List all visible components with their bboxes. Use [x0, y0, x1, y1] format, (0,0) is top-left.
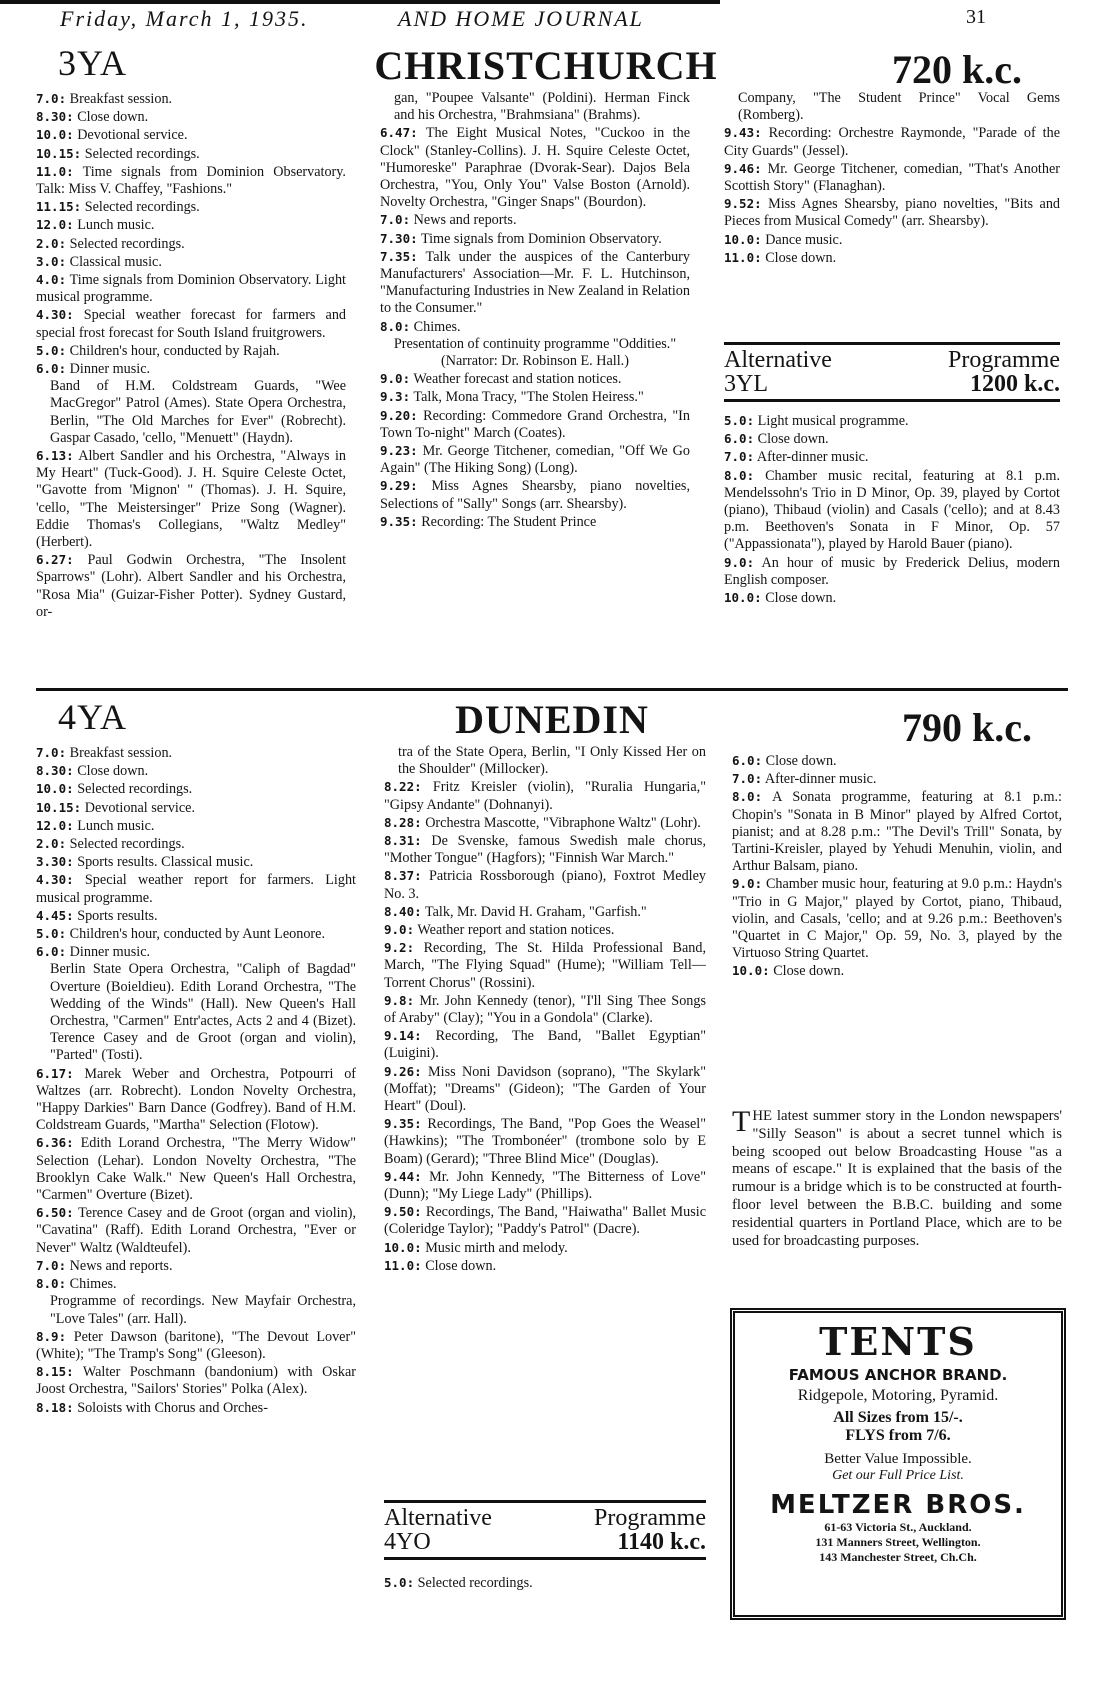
programme-time: 6.27: [36, 552, 74, 568]
story-text: HE latest summer story in the London newspapers' "Silly Season" is about a secret tunnel which is being scooped out below Broadcasting House "as a means of escape." It is explained that the basis of the rumour is a bridge which is to be constructed at fourth-floor level between the B.B.C. building and some residential quarters in Portland Place, which are to be used for broadcasting purposes. [732, 1108, 1062, 1249]
programme-item [36, 551, 346, 621]
programme-item [36, 744, 356, 762]
programme-item [384, 921, 706, 939]
programme-time: 2.0: [36, 836, 67, 852]
programme-item [380, 513, 690, 531]
programme-description: Presentation of continuity programme "Oddities." [393, 335, 677, 352]
programme-description: Time signals from Dominion Observatory. [420, 230, 662, 247]
alt-callsign: 4YO [384, 1529, 431, 1555]
programme-item [380, 211, 690, 229]
ad-line: Better Value Impossible. [824, 1451, 972, 1467]
programme-time: 6.36: [36, 1135, 74, 1151]
programme-description: Miss Agnes Shearsby, piano novelties, "Bits and Pieces from Musical Comedy" (arr. Shearsby). [724, 196, 1061, 230]
programme-item [36, 198, 346, 216]
programme-item [732, 875, 1062, 962]
programme-description: Close down. [77, 109, 149, 126]
programme-description: Soloists with Chorus and Orches- [77, 1399, 268, 1416]
programme-description: Patricia Rossborough (piano), Foxtrot Medley No. 3. [384, 868, 707, 902]
programme-description: Berlin State Opera Orchestra, "Caliph of Bagdad" Overture (Boieldieu). Edith Lorand Orchestra, "The Wedding of the Winds" (Hall). New Queen's Hall Orchestra, "Carmen" Entr'actes, Acts 2 and 4 (Bizet). Terence Casey and de Groot (organ and violin), "Parted" (Tosti). [50, 961, 356, 1064]
programme-description: Lunch music. [77, 217, 155, 234]
programme-item [380, 318, 690, 336]
programme-item [36, 1293, 356, 1327]
programme-time: 8.40: [384, 903, 422, 919]
programme-item [732, 962, 1062, 980]
programme-time: 5.0: [36, 926, 67, 942]
programme-description: Selected recordings. [77, 781, 193, 798]
programme-description: Miss Noni Davidson (soprano), "The Skylark" (Moffat); "Dreams" (Gideon); "The Garden of Your Heart" (Doul). [384, 1063, 707, 1115]
programme-item [384, 814, 706, 832]
programme-item [384, 992, 706, 1027]
programme-time: 8.30: [36, 109, 74, 125]
programme-description: Chimes. [69, 1276, 117, 1293]
programme-description: Band of H.M. Coldstream Guards, "Wee MacGregor" Patrol (Ames). State Opera Orchestra, Berlin, "The Old Marches for Ever" (Robrecht). Gaspar Casado, 'cello, "Menuett" (Haydn). [50, 378, 346, 446]
programme-time: 9.3: [380, 389, 411, 405]
programme-description: Time signals from Dominion Observatory. Light musical programme. [36, 272, 346, 306]
programme-item [36, 306, 346, 341]
programme-description: Lunch music. [77, 817, 155, 834]
programme-description: (Narrator: Dr. Robinson E. Hall.) [441, 353, 629, 370]
programme-description: Recording: Commedore Grand Orchestra, "In Town To-night" March (Coates). [380, 407, 690, 441]
programme-description: The Eight Musical Notes, "Cuckoo in the Clock" (Stanley-Collins). J. H. Squire Celeste Octet, "Humoreske" Paraphrae (Dvorak-Sear). Dajos Bela Orchestra, "You, Only You" Valse Boston (Arnold). Novelty Orchestra, "Ginger Snaps" (Bourdon). [380, 125, 690, 211]
programme-item [36, 90, 346, 108]
programme-description: After-dinner music. [756, 449, 869, 466]
programme-time: 10.0: [36, 127, 74, 143]
city-christchurch: CHRISTCHURCH [374, 43, 718, 88]
programme-item [384, 1574, 706, 1592]
programme-description: Dinner music. [69, 944, 151, 961]
programme-time: 4.45: [36, 907, 74, 923]
programme-description: Talk, Mona Tracy, "The Stolen Heiress." [413, 389, 644, 406]
programme-time: 7.0: [36, 1257, 67, 1273]
programme-description: Fritz Kreisler (violin), "Ruralia Hungaria," "Gipsy Andante" (Dohnanyi). [384, 779, 706, 813]
programme-item [724, 195, 1060, 230]
programme-description: Chamber music hour, featuring at 9.0 p.m.: Haydn's "Trio in G Major," played by Cortot, piano, Thibaud, violin, and Casals, 'cello; and at 9.26 p.m.: Beethoven's "Quartet in C Major," Op. 59, No. 3, played by the Virtuoso String Quartet. [732, 876, 1062, 962]
alt-programme-4yo-heading [384, 1500, 706, 1560]
programme-time: 9.26: [384, 1063, 422, 1079]
programme-time: 8.30: [36, 763, 74, 779]
programme-item [380, 353, 690, 370]
programme-time: 9.8: [384, 992, 415, 1008]
journal-title: AND HOME JOURNAL [398, 6, 644, 31]
programme-time: 3.30: [36, 854, 74, 870]
programme-item [384, 832, 706, 867]
programme-time: 11.15: [36, 199, 82, 215]
programme-column-4ya-1 [36, 744, 356, 1417]
freq-3ya: 720 k.c. [892, 47, 1022, 92]
programme-time: 6.17: [36, 1065, 74, 1081]
programme-column-4yo [384, 1574, 706, 1592]
programme-time: 7.30: [380, 230, 418, 246]
ad-line: Get our Full Price List. [832, 1468, 964, 1483]
programme-description: Classical music. [69, 253, 162, 270]
programme-description: Marek Weber and Orchestra, Potpourri of Waltzes (arr. Robrecht). London Novelty Orchestra, "Happy Darkies" Barn Dance (Godfrey). Band of H.M. Coldstream Guards, "Martha" Selection (Flotow). [36, 1065, 357, 1134]
section-divider [36, 688, 1068, 691]
programme-item [380, 336, 690, 353]
programme-description: Sports results. Classical music. [77, 854, 254, 871]
programme-description: Close down. [765, 249, 837, 266]
programme-description: A Sonata programme, featuring at 8.1 p.m.: Chopin's "Sonata in B Minor" played by Alfred Cortot, pianist; and at 8.28 p.m.: "The Devil's Trill" Sonata, by Tartini-Kreisler, played by Yehudi Menuhin, violin, and Arthur Balsam, piano. [732, 789, 1062, 875]
programme-description: Dinner music. [69, 361, 151, 378]
programme-item [384, 1168, 706, 1203]
programme-item [380, 442, 690, 477]
programme-item [36, 1204, 356, 1257]
programme-time: 7.0: [732, 771, 763, 787]
programme-item [380, 248, 690, 318]
issue-date: Friday, March 1, 1935. [60, 6, 309, 31]
programme-item [36, 799, 356, 817]
programme-item [36, 1257, 356, 1275]
programme-description: Close down. [773, 963, 845, 980]
programme-item [380, 230, 690, 248]
programme-description: News and reports. [413, 212, 517, 229]
programme-description: Time signals from Dominion Observatory. Talk: Miss V. Chaffey, "Fashions." [36, 163, 346, 198]
programme-time: 6.0: [36, 944, 67, 960]
programme-item [36, 163, 346, 198]
programme-description: Edith Lorand Orchestra, "The Merry Widow" Selection (Lehar). London Novelty Orchestra, "The Brooklyn Cake Walk." New Queen's Hall Orchestra, "Carmen" Overture (Bizet). [36, 1135, 357, 1204]
programme-description: After-dinner music. [764, 771, 877, 788]
programme-time: 9.2: [384, 940, 415, 956]
programme-time: 11.0: [384, 1257, 422, 1273]
programme-description: gan, "Poupee Valsante" (Poldini). Herman Finck and his Orchestra, "Brahmsiana" (Brahms). [394, 90, 690, 124]
programme-item [36, 378, 346, 447]
programme-description: Selected recordings. [84, 145, 200, 162]
programme-time: 6.0: [724, 431, 755, 447]
programme-description: Recording: The Student Prince [421, 513, 597, 530]
programme-item [36, 235, 346, 253]
programme-column-3ya-2 [380, 90, 690, 531]
programme-description: Albert Sandler and his Orchestra, "Always in My Heart" (Tuck-Good). J. H. Squire Celeste Octet, "Gavotte from 'Mignon' " (Thomas). J. H. Squire, 'cello, "The Meistersinger" Prize Song (Wagner). Eddie Thomas's Collegians, "Waltz Medley" (Herbert). [36, 448, 346, 551]
programme-time: 8.0: [380, 318, 411, 334]
programme-description: Walter Poschmann (bandonium) with Oskar Joost Orchestra, "Sailors' Stories" Polka (Alex). [36, 1364, 356, 1398]
programme-description: Devotional service. [77, 127, 188, 144]
programme-description: Close down. [757, 431, 829, 448]
programme-item [384, 1027, 706, 1062]
programme-time: 9.29: [380, 478, 418, 494]
programme-item [36, 943, 356, 961]
ad-address: 61-63 Victoria St., Auckland. [824, 1520, 972, 1534]
programme-item [384, 1115, 706, 1168]
programme-time: 10.0: [732, 963, 770, 979]
ad-firm: MELTZER BROS. [770, 1490, 1026, 1520]
alt-freq: 1140 k.c. [617, 1529, 706, 1555]
programme-item [36, 1363, 356, 1398]
programme-item [732, 788, 1062, 875]
alt-freq: 1200 k.c. [970, 371, 1060, 397]
programme-time: 5.0: [724, 413, 755, 428]
programme-description: Close down. [77, 763, 149, 780]
programme-description: Recording, The Band, "Ballet Egyptian" (Luigini). [384, 1028, 706, 1062]
programme-description: Recording: Orchestre Raymonde, "Parade of the City Guards" (Jessel). [724, 125, 1060, 159]
programme-time: 8.37: [384, 868, 422, 884]
programme-time: 8.0: [724, 467, 755, 483]
programme-time: 10.0: [724, 590, 762, 606]
programme-description: Mr. John Kennedy, "The Bitterness of Love" (Dunn); "My Liege Lady" (Phillips). [384, 1168, 706, 1203]
alt-label-programme: Programme [948, 347, 1060, 373]
programme-description: Selected recordings. [417, 1575, 533, 1591]
programme-description: Children's hour, conducted by Rajah. [69, 342, 280, 359]
programme-description: An hour of music by Frederick Delius, modern English composer. [724, 554, 1060, 588]
programme-item [380, 388, 690, 406]
ad-line: All Sizes from 15/-. [833, 1409, 963, 1426]
programme-item [724, 448, 1060, 466]
programme-time: 11.0: [36, 163, 74, 179]
programme-item [36, 1065, 356, 1135]
programme-time: 4.30: [36, 872, 74, 888]
programme-time: 7.0: [36, 91, 67, 106]
programme-description: Recordings, The Band, "Haiwatha" Ballet Music (Coleridge Taylor); "Paddy's Patrol" (Dacre). [384, 1204, 706, 1238]
programme-item [36, 835, 356, 853]
programme-time: 12.0: [36, 217, 74, 233]
programme-time: 10.0: [384, 1239, 422, 1255]
programme-description: Mr. George Titchener, comedian, "That's Another Scottish Story" (Flanaghan). [724, 160, 1060, 195]
ad-line: FLYS from 7/6. [845, 1427, 951, 1444]
alt-label: Alternative [724, 347, 832, 373]
programme-item [36, 1134, 356, 1204]
programme-time: 10.15: [36, 799, 82, 815]
alt-label: Alternative [384, 1505, 492, 1531]
programme-time: 9.20: [380, 407, 418, 423]
programme-time: 9.14: [384, 1028, 422, 1044]
alt-label-programme: Programme [594, 1505, 706, 1531]
programme-description: Close down. [765, 753, 837, 769]
programme-item [36, 1328, 356, 1363]
programme-time: 6.0: [732, 753, 763, 768]
station-4ya: 4YA [58, 697, 128, 737]
programme-description: Talk under the auspices of the Canterbury Manufacturers' Association—Mr. F. L. Hutchinson, "Manufacturing Industries in New Zealand in Relation to the Consumer." [380, 248, 691, 317]
programme-description: Selected recordings. [69, 836, 185, 853]
programme-item [724, 589, 1060, 607]
programme-item [724, 90, 1060, 124]
programme-item [384, 1257, 706, 1275]
programme-description: Selected recordings. [84, 199, 200, 216]
programme-item [380, 124, 690, 211]
programme-time: 8.9: [36, 1328, 67, 1344]
programme-time: 9.50: [384, 1204, 422, 1220]
programme-column-4ya-3 [732, 752, 1062, 981]
programme-time: 11.0: [724, 249, 762, 265]
programme-description: Dance music. [765, 231, 843, 248]
programme-item [724, 231, 1060, 249]
programme-time: 9.35: [380, 513, 418, 529]
programme-time: 9.0: [380, 371, 411, 387]
programme-description: Talk, Mr. David H. Graham, "Garfish." [424, 903, 647, 920]
programme-time: 8.15: [36, 1364, 74, 1380]
programme-description: News and reports. [69, 1257, 173, 1274]
programme-time: 10.0: [36, 781, 74, 797]
programme-item [724, 249, 1060, 267]
programme-item [724, 412, 1060, 430]
programme-item [384, 939, 706, 992]
programme-item [36, 126, 346, 144]
programme-time: 7.35: [380, 248, 418, 264]
programme-item [36, 1399, 356, 1417]
programme-time: 12.0: [36, 817, 74, 833]
programme-time: 9.0: [724, 554, 755, 570]
programme-item [724, 430, 1060, 448]
programme-description: Close down. [425, 1257, 497, 1274]
programme-time: 4.0: [36, 272, 67, 288]
programme-description: Close down. [765, 590, 837, 607]
programme-item [380, 477, 690, 512]
programme-time: 2.0: [36, 235, 67, 251]
programme-description: Selected recordings. [69, 235, 185, 252]
tents-advertisement [730, 1308, 1066, 1620]
programme-time: 9.0: [384, 922, 415, 938]
programme-column-3ya-3 [724, 90, 1060, 267]
programme-description: Light musical programme. [757, 413, 909, 429]
programme-item [732, 752, 1062, 770]
programme-description: Peter Dawson (baritone), "The Devout Lover" (White); "The Tramp's Song" (Gleeson). [36, 1328, 356, 1362]
programme-item [36, 925, 356, 943]
ad-brand: TENTS [819, 1319, 977, 1364]
programme-description: Weather forecast and station notices. [413, 371, 622, 388]
programme-time: 6.47: [380, 125, 418, 141]
programme-description: Company, "The Student Prince" Vocal Gems (Romberg). [738, 90, 1060, 124]
programme-description: Music mirth and melody. [425, 1239, 568, 1256]
programme-item [384, 1063, 706, 1116]
programme-item [384, 903, 706, 921]
programme-item [384, 744, 706, 778]
programme-time: 10.15: [36, 145, 82, 161]
programme-item [36, 108, 346, 126]
programme-time: 9.35: [384, 1116, 422, 1132]
programme-item [36, 271, 346, 306]
programme-time: 8.18: [36, 1399, 74, 1415]
freq-4ya: 790 k.c. [902, 705, 1032, 750]
programme-item [380, 370, 690, 388]
programme-item [36, 253, 346, 271]
programme-description: Orchestra Mascotte, "Vibraphone Waltz" (Lohr). [425, 814, 701, 831]
programme-description: tra of the State Opera, Berlin, "I Only Kissed Her on the Shoulder" (Millocker). [398, 744, 706, 778]
programme-item [36, 762, 356, 780]
drop-cap: T [732, 1105, 751, 1138]
programme-time: 5.0: [384, 1575, 415, 1590]
alt-callsign: 3YL [724, 371, 768, 397]
programme-item [36, 145, 346, 163]
programme-time: 4.30: [36, 307, 74, 323]
ad-line: Ridgepole, Motoring, Pyramid. [797, 1387, 999, 1404]
programme-description: De Svenske, famous Swedish male chorus, "Mother Tongue" (Hagfors); "Finnish War March." [384, 833, 707, 867]
programme-item [36, 216, 346, 234]
programme-item [732, 770, 1062, 788]
programme-time: 9.43: [724, 125, 762, 141]
station-3ya: 3YA [58, 43, 128, 83]
header-rule [0, 0, 720, 4]
programme-description: Terence Casey and de Groot (organ and violin), "Cavatina" (Raff). Edith Lorand Orchestra, "Ever or Never" Waltz (Waldteufel). [36, 1205, 356, 1256]
programme-description: Mr. John Kennedy (tenor), "I'll Sing Thee Songs of Araby" (Clay); "You in a Gondola" (Clarke). [384, 992, 706, 1027]
programme-description: Mr. George Titchener, comedian, "Off We Go Again" (The Hiking Song) (Long). [380, 443, 691, 477]
programme-description: Special weather forecast for farmers and special frost forecast for South Island fruitgrowers. [36, 307, 347, 341]
programme-description: Chimes. [413, 318, 461, 335]
ad-address: 143 Manchester Street, Ch.Ch. [819, 1550, 977, 1564]
programme-column-3yl [724, 412, 1060, 607]
programme-time: 8.0: [36, 1276, 67, 1292]
programme-description: Recordings, The Band, "Pop Goes the Weasel" (Hawkins); "The Trombonéer" (trombone solo by E Boam) (Gerard); "Three Blind Mice" (Douglas). [384, 1116, 707, 1167]
programme-description: Weather report and station notices. [417, 922, 615, 939]
programme-time: 8.22: [384, 779, 422, 795]
programme-item [384, 1239, 706, 1257]
programme-item [380, 407, 690, 442]
programme-column-3ya-1 [36, 90, 346, 621]
ad-address: 131 Manners Street, Wellington. [815, 1535, 981, 1549]
programme-description: Programme of recordings. New Mayfair Orchestra, "Love Tales" (arr. Hall). [50, 1293, 356, 1327]
programme-time: 10.0: [724, 231, 762, 247]
programme-time: 9.46: [724, 160, 762, 176]
city-dunedin: DUNEDIN [455, 697, 649, 742]
programme-item [36, 360, 346, 378]
programme-item [36, 447, 346, 551]
programme-item [380, 90, 690, 124]
programme-time: 6.50: [36, 1205, 74, 1221]
programme-item [384, 1203, 706, 1238]
programme-time: 8.31: [384, 833, 422, 849]
programme-description: Chamber music recital, featuring at 8.1 p.m. Mendelssohn's Trio in D Minor, Op. 39, played by Cortot (piano), Thibaud (violin) and Casals ('cello); and at 8.43 p.m. Beethoven's Sonata in F Minor, Op. 57 ("Appassionata"), played by Harold Bauer (piano). [724, 467, 1061, 553]
programme-description: Devotional service. [84, 799, 196, 816]
programme-item [36, 780, 356, 798]
programme-description: Sports results. [77, 907, 158, 924]
programme-time: 8.28: [384, 814, 422, 830]
programme-description: Breakfast session. [69, 745, 173, 761]
programme-time: 7.0: [724, 449, 755, 465]
ad-line: FAMOUS ANCHOR BRAND. [788, 1366, 1008, 1384]
programme-description: Breakfast session. [69, 91, 173, 107]
programme-item [36, 907, 356, 925]
programme-time: 9.52: [724, 196, 762, 212]
programme-time: 9.0: [732, 876, 763, 892]
programme-time: 5.0: [36, 342, 67, 358]
programme-item [724, 467, 1060, 554]
programme-description: Miss Agnes Shearsby, piano novelties, Selections of "Sally" Songs (arr. Shearsby). [380, 478, 690, 512]
programme-item [36, 342, 346, 360]
programme-time: 9.44: [384, 1168, 422, 1184]
programme-item [36, 853, 356, 871]
alt-programme-3yl-heading [724, 342, 1060, 402]
programme-item [724, 554, 1060, 589]
programme-time: 7.0: [380, 212, 411, 228]
programme-item [36, 961, 356, 1064]
programme-time: 6.0: [36, 361, 67, 377]
programme-description: Paul Godwin Orchestra, "The Insolent Sparrows" (Lohr). Albert Sandler and his Orchestra, "Rosa Mia" (Guizar-Fisher Potter). Sydney Gustard, or- [36, 552, 347, 620]
programme-item [36, 1275, 356, 1293]
programme-time: 3.0: [36, 253, 67, 269]
programme-column-4ya-2 [384, 744, 706, 1275]
programme-time: 7.0: [36, 745, 67, 760]
programme-description: Children's hour, conducted by Aunt Leonore. [69, 926, 325, 943]
programme-description: Special weather report for farmers. Light musical programme. [36, 872, 356, 906]
programme-description: Recording, The St. Hilda Professional Band, March, "The Flying Squad" (Hume); "William Tell—Torrent Chorus" (Rossini). [384, 940, 706, 991]
programme-item [384, 778, 706, 813]
page-number: 31 [966, 6, 986, 28]
programme-item [36, 871, 356, 906]
programme-item [724, 160, 1060, 195]
programme-time: 6.13: [36, 448, 74, 464]
news-story [732, 1105, 1062, 1250]
programme-item [36, 817, 356, 835]
programme-time: 8.0: [732, 789, 763, 805]
programme-item [724, 124, 1060, 159]
programme-time: 9.23: [380, 443, 418, 459]
programme-item [384, 867, 706, 902]
